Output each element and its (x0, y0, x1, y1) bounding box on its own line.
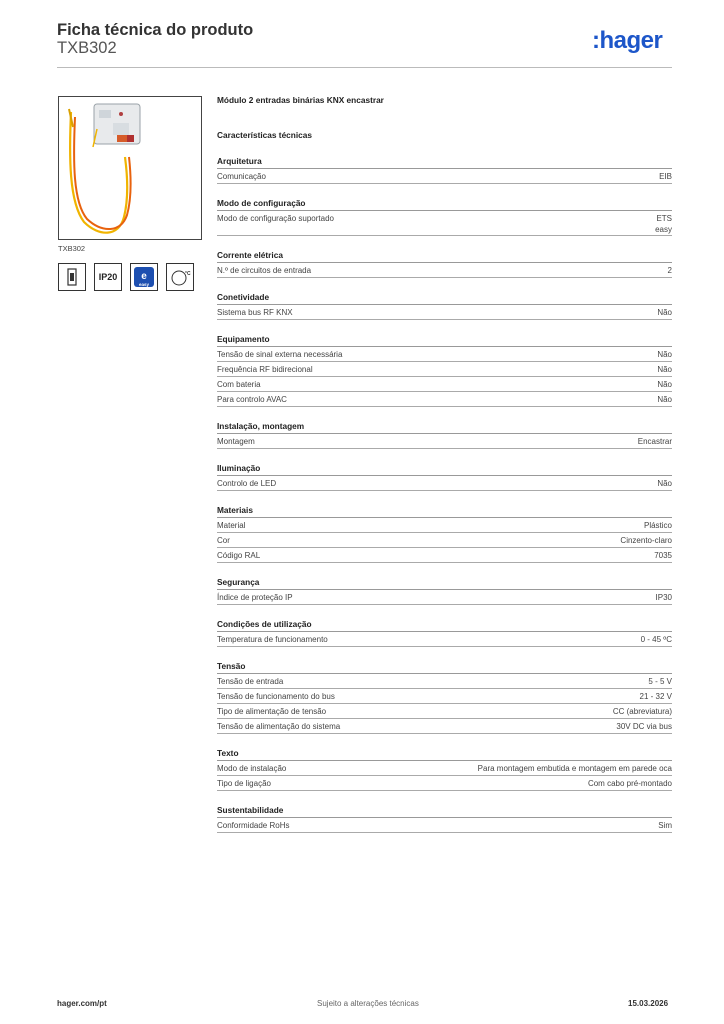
spec-value: CC (abreviatura) (612, 707, 672, 716)
footer-date: 15.03.2026 (628, 999, 669, 1008)
spec-value: Sim (658, 821, 672, 830)
spec-section (217, 463, 672, 491)
section-title: Conetividade (217, 292, 672, 305)
spec-row (217, 590, 672, 605)
spec-row (217, 476, 672, 491)
spec-label: Tipo de alimentação de tensão (217, 707, 327, 716)
spec-label: Comunicação (217, 172, 266, 181)
spec-section (217, 198, 672, 236)
spec-label: Material (217, 521, 246, 530)
spec-row (217, 347, 672, 362)
section-title: Instalação, montagem (217, 421, 672, 434)
spec-value: EIB (659, 172, 672, 181)
spec-label: Tensão de alimentação do sistema (217, 722, 341, 731)
header-divider (57, 67, 672, 68)
spec-label: Tipo de ligação (217, 779, 271, 788)
svg-text:°C: °C (185, 271, 191, 277)
spec-sections (217, 156, 672, 833)
spec-row (217, 776, 672, 791)
spec-label: Para controlo AVAC (217, 395, 287, 404)
spec-row (217, 548, 672, 563)
product-image-caption: TXB302 (58, 244, 86, 253)
spec-value: Para montagem embutida e montagem em parede oca (477, 764, 672, 773)
spec-value: Não (657, 365, 672, 374)
section-title: Segurança (217, 577, 672, 590)
section-title: Arquitetura (217, 156, 672, 169)
spec-value: ETS easy (655, 214, 672, 234)
temperature-icon (166, 263, 194, 291)
spec-row (217, 377, 672, 392)
spec-section (217, 805, 672, 833)
spec-label: Modo de instalação (217, 764, 287, 773)
product-code: TXB302 (57, 39, 117, 57)
spec-label: Tensão de sinal externa necessária (217, 350, 343, 359)
spec-label: Frequência RF bidirecional (217, 365, 313, 374)
spec-row (217, 632, 672, 647)
easy-icon-label: easy (138, 282, 150, 287)
hager-logo: :hager (592, 27, 663, 54)
spec-value: 0 - 45 ºC (640, 635, 672, 644)
spec-value: 5 - 5 V (648, 677, 672, 686)
spec-row (217, 704, 672, 719)
ip20-icon: IP20 (94, 263, 122, 291)
spec-value: Não (657, 395, 672, 404)
spec-section (217, 292, 672, 320)
spec-value: IP30 (655, 593, 672, 602)
spec-label: N.º de circuitos de entrada (217, 266, 312, 275)
spec-value: Não (657, 350, 672, 359)
spec-row (217, 211, 672, 236)
spec-label: Montagem (217, 437, 255, 446)
spec-row (217, 518, 672, 533)
section-title: Modo de configuração (217, 198, 672, 211)
spec-section (217, 505, 672, 563)
footer-notice: Sujeito a alterações técnicas (317, 999, 419, 1008)
spec-value: Cinzento-claro (620, 536, 672, 545)
spec-row (217, 689, 672, 704)
spec-value: Não (657, 380, 672, 389)
spec-row (217, 169, 672, 184)
spec-row (217, 434, 672, 449)
section-title: Materiais (217, 505, 672, 518)
certification-icons (58, 263, 194, 291)
spec-row (217, 719, 672, 734)
spec-section (217, 577, 672, 605)
spec-label: Índice de proteção IP (217, 593, 293, 602)
spec-value: 21 - 32 V (639, 692, 672, 701)
spec-label: Conformidade RoHs (217, 821, 290, 830)
spec-label: Modo de configuração suportado (217, 214, 334, 223)
section-title: Condições de utilização (217, 619, 672, 632)
spec-label: Temperatura de funcionamento (217, 635, 328, 644)
spec-row (217, 392, 672, 407)
product-name: Módulo 2 entradas binárias KNX encastrar (217, 95, 384, 105)
spec-row (217, 818, 672, 833)
spec-label: Sistema bus RF KNX (217, 308, 293, 317)
spec-value: Com cabo pré-montado (587, 779, 672, 788)
spec-section (217, 661, 672, 734)
section-title: Corrente elétrica (217, 250, 672, 263)
spec-value: Não (657, 308, 672, 317)
spec-section (217, 250, 672, 278)
spec-row (217, 674, 672, 689)
spec-row (217, 263, 672, 278)
footer-url: hager.com/pt (57, 999, 107, 1008)
spec-value: Encastrar (637, 437, 672, 446)
section-title: Equipamento (217, 334, 672, 347)
spec-label: Cor (217, 536, 230, 545)
spec-section (217, 334, 672, 407)
spec-row (217, 761, 672, 776)
spec-label: Com bateria (217, 380, 261, 389)
spec-section (217, 748, 672, 791)
din-mount-icon (58, 263, 86, 291)
spec-section (217, 619, 672, 647)
spec-value: Plástico (643, 521, 672, 530)
section-title: Texto (217, 748, 672, 761)
spec-label: Controlo de LED (217, 479, 277, 488)
spec-value: Não (657, 479, 672, 488)
spec-value: 30V DC via bus (616, 722, 672, 731)
spec-label: Código RAL (217, 551, 261, 560)
spec-label: Tensão de funcionamento do bus (217, 692, 335, 701)
svg-text:e: e (141, 271, 147, 282)
section-title: Sustentabilidade (217, 805, 672, 818)
spec-value: 7035 (654, 551, 672, 560)
section-title: Tensão (217, 661, 672, 674)
spec-section (217, 421, 672, 449)
technical-characteristics-heading: Características técnicas (217, 130, 313, 140)
spec-sheet (217, 95, 672, 833)
easy-config-icon (130, 263, 158, 291)
spec-row (217, 533, 672, 548)
spec-row (217, 305, 672, 320)
section-title: Iluminação (217, 463, 672, 476)
page-title: Ficha técnica do produto (57, 21, 254, 39)
spec-section (217, 156, 672, 184)
spec-label: Tensão de entrada (217, 677, 284, 686)
spec-row (217, 362, 672, 377)
product-image (58, 96, 202, 240)
product-illustration (59, 97, 201, 239)
spec-value: 2 (667, 266, 672, 275)
